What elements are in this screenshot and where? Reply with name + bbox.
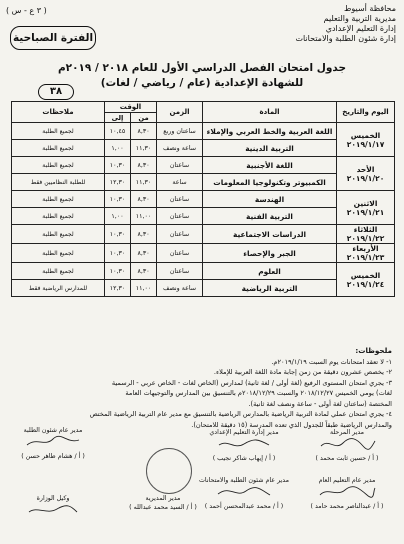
signature-scribble-icon: [214, 485, 274, 499]
ministry-seal-icon: [146, 448, 192, 494]
subject-cell: اللغة الأجنبية: [203, 157, 337, 174]
header-notes: ملاحظات: [12, 102, 105, 123]
note-cell: للطلبة النظاميين فقط: [12, 174, 105, 191]
subject-cell: الدراسات الاجتماعية: [203, 225, 337, 244]
signature-name: ( أ / محمد عبدالمحسن أحمد ): [204, 503, 284, 510]
time-to-cell: ١٠,٣٠: [105, 244, 131, 263]
notes-heading: ملحوظات:: [355, 346, 392, 355]
note-line: والمدارس الرياضية طبقاً للجدول الذي تعده المدرسة (١٥ دقيقة للامتحان).: [191, 420, 392, 429]
day-name: الخميس: [350, 270, 381, 280]
note-line: ٣- يجري امتحان المستوى الرفيع (لغة أولى / لغة ثانية) لمدارس (الخاص لغات - الخاص عربي - الرسمية: [111, 378, 392, 387]
day-name: الأحد: [356, 164, 375, 174]
day-name: الثلاثاء: [353, 225, 378, 234]
signature-name: ( أ / إيهاب شاكر نجيب ): [212, 455, 276, 462]
day-date-cell: [337, 191, 395, 225]
duration-cell: ساعتان: [157, 263, 203, 280]
time-to-cell: ١٠,٣٠: [105, 263, 131, 280]
page-number-badge: ٣٨: [38, 84, 74, 100]
document-code: ( ٣ ع - س ): [6, 6, 47, 15]
time-to-cell: ١٠,٣٠: [105, 191, 131, 208]
signature-block: [304, 476, 390, 511]
signature-title: مدير عام التعليم العام: [318, 477, 376, 484]
signature-scribble-icon: [317, 485, 377, 499]
note-cell: لجميع الطلبة: [12, 208, 105, 225]
exam-date: ٢٠١٩/١/٢١: [346, 207, 385, 217]
day-date-cell: [337, 225, 395, 244]
time-from-cell: ١١,٣٠: [131, 174, 157, 191]
header-to: إلى: [105, 113, 131, 123]
signature-title: مدير المرحلة: [329, 429, 365, 436]
day-name: الخميس: [350, 130, 381, 140]
duration-cell: ساعتان: [157, 244, 203, 263]
time-to-cell: ١,٠٠: [105, 140, 131, 157]
subject-cell: العلوم: [203, 263, 337, 280]
time-from-cell: ١١,٣٠: [131, 140, 157, 157]
table-row: [12, 123, 395, 140]
header-day-date: اليوم والتاريخ: [337, 102, 395, 123]
signature-scribble-icon: [23, 435, 83, 449]
duration-cell: ساعتان وربع: [157, 123, 203, 140]
signature-name: ( أ / السيد محمد عبدالله ): [129, 504, 197, 511]
time-to-cell: ١٠,٣٠: [105, 157, 131, 174]
note-line: ٤- يجري امتحان عملي لمادة التربية الرياضية بالمدارس الرياضية بالتنسيق مع مدير عام التربية الرياضية المختص: [89, 410, 392, 418]
period-label: الفترة الصباحية: [10, 26, 96, 50]
note-cell: لجميع الطلبة: [12, 244, 105, 263]
exam-date: ٢٠١٩/١/١٧: [346, 139, 385, 149]
time-from-cell: ٨,٣٠: [131, 191, 157, 208]
note-cell: للمدارس الرياضية فقط: [12, 280, 105, 297]
subject-cell: التربية الرياضية: [203, 280, 337, 297]
subject-cell: اللغة العربية والخط العربي والإملاء: [203, 123, 337, 140]
signature-title: وكيل الوزارة: [36, 495, 70, 502]
signature-scribble-icon: [23, 503, 83, 517]
duration-cell: ساعة ونصف: [157, 280, 203, 297]
subject-cell: التربية الدينية: [203, 140, 337, 157]
header-line: إدارة شئون الطلبة والامتحانات: [295, 34, 396, 43]
day-date-cell: [337, 244, 395, 263]
time-to-cell: ١٠,٤٥: [105, 123, 131, 140]
header-subject: المادة: [203, 102, 337, 123]
duration-cell: ساعة ونصف: [157, 140, 203, 157]
day-date-cell: [337, 263, 395, 297]
table-row: [12, 263, 395, 280]
signature-name: ( أ / حسين ثابت محمد ): [315, 455, 379, 462]
signature-title: مدير إدارة التعليم الإعدادي: [209, 429, 279, 436]
time-to-cell: ١,٠٠: [105, 208, 131, 225]
exam-date: ٢٠١٩/١/٢٤: [346, 279, 385, 289]
time-to-cell: ١٢,٣٠: [105, 174, 131, 191]
note-line: المختصة (ساعتان لغة أولى - ساعة ونصف لغة ثانية).: [248, 399, 392, 408]
header-line: مديرية التربية والتعليم: [323, 14, 396, 23]
page-subtitle: للشهادة الإعدادية (عام / رياضي / لغات): [100, 77, 304, 89]
notes-section: [12, 346, 392, 430]
time-from-cell: ٨,٣٠: [131, 225, 157, 244]
day-name: الاثنين: [353, 198, 378, 208]
note-line: لغات) يومي الخميس ٢٠١٨/١٢/٢٧ والسبت ٢٠١٨/١٢/٢٩م بالتنسيق بين المدارس والتوجيهات العامة: [125, 389, 392, 397]
time-from-cell: ٨,٣٠: [131, 123, 157, 140]
note-cell: لجميع الطلبة: [12, 157, 105, 174]
header-line: محافظة أسيوط: [344, 4, 396, 13]
duration-cell: ساعتان: [157, 208, 203, 225]
time-from-cell: ٨,٣٠: [131, 263, 157, 280]
signature-name: ( أ / هشام طاهر حسن ): [21, 453, 85, 460]
time-from-cell: ١١,٠٠: [131, 208, 157, 225]
table-row: [12, 191, 395, 208]
ministry-header: [286, 4, 396, 44]
page-title: جدول امتحان الفصل الدراسي الأول للعام ٢٠١٨ / ٢٠١٩م: [57, 62, 347, 74]
header-time: الوقت: [105, 102, 157, 113]
note-cell: لجميع الطلبة: [12, 140, 105, 157]
duration-cell: ساعة: [157, 174, 203, 191]
header-line: إدارة التعليم الإعدادي: [325, 24, 396, 33]
signature-title: مدير عام شئون الطلبة: [23, 427, 83, 434]
time-to-cell: ١٢,٣٠: [105, 280, 131, 297]
time-from-cell: ١١,٠٠: [131, 280, 157, 297]
table-row: [12, 157, 395, 174]
subject-cell: الكمبيوتر وتكنولوجيا المعلومات: [203, 174, 337, 191]
table-row: [12, 225, 395, 244]
time-to-cell: ١٠,٣٠: [105, 225, 131, 244]
day-name: الأربعاء: [352, 244, 379, 253]
subject-cell: التربية الفنية: [203, 208, 337, 225]
day-date-cell: [337, 123, 395, 157]
note-cell: لجميع الطلبة: [12, 225, 105, 244]
exam-date: ٢٠١٩/١/٢٠: [346, 173, 385, 183]
duration-cell: ساعتان: [157, 225, 203, 244]
exam-schedule-table: [11, 101, 395, 297]
header-from: من: [131, 113, 157, 123]
time-from-cell: ٨,٣٠: [131, 157, 157, 174]
duration-cell: ساعتان: [157, 191, 203, 208]
signature-block: [304, 428, 390, 463]
signature-title: مدير عام شئون الطلبة والامتحانات: [199, 477, 289, 484]
signature-title: مدير المديرية: [145, 495, 181, 502]
subject-cell: الجبر والإحصاء: [203, 244, 337, 263]
signature-scribble-icon: [214, 437, 274, 451]
signature-block: [194, 428, 294, 463]
note-line: ٢- يخصص عشرون دقيقة من زمن إجابة مادة اللغة العربية للإملاء.: [213, 368, 392, 376]
signature-scribble-icon: [317, 437, 377, 451]
note-line: ١- لا تعقد امتحانات يوم السبت ٢٠١٩/١/١٩م.: [271, 357, 392, 366]
signature-block: [8, 426, 98, 461]
signature-name: ( أ / عبدالناصر محمد حامد ): [310, 503, 384, 510]
exam-date: ٢٠١٩/١/٢٢: [346, 234, 385, 243]
signature-block: [8, 494, 98, 520]
signature-block: [108, 494, 218, 512]
day-date-cell: [337, 157, 395, 191]
duration-cell: ساعتان: [157, 157, 203, 174]
exam-date: ٢٠١٩/١/٢٣: [346, 253, 385, 262]
note-cell: لجميع الطلبة: [12, 123, 105, 140]
header-duration: الزمن: [157, 102, 203, 123]
time-from-cell: ٨,٣٠: [131, 244, 157, 263]
note-cell: لجميع الطلبة: [12, 263, 105, 280]
subject-cell: الهندسة: [203, 191, 337, 208]
table-row: [12, 244, 395, 263]
note-cell: لجميع الطلبة: [12, 191, 105, 208]
